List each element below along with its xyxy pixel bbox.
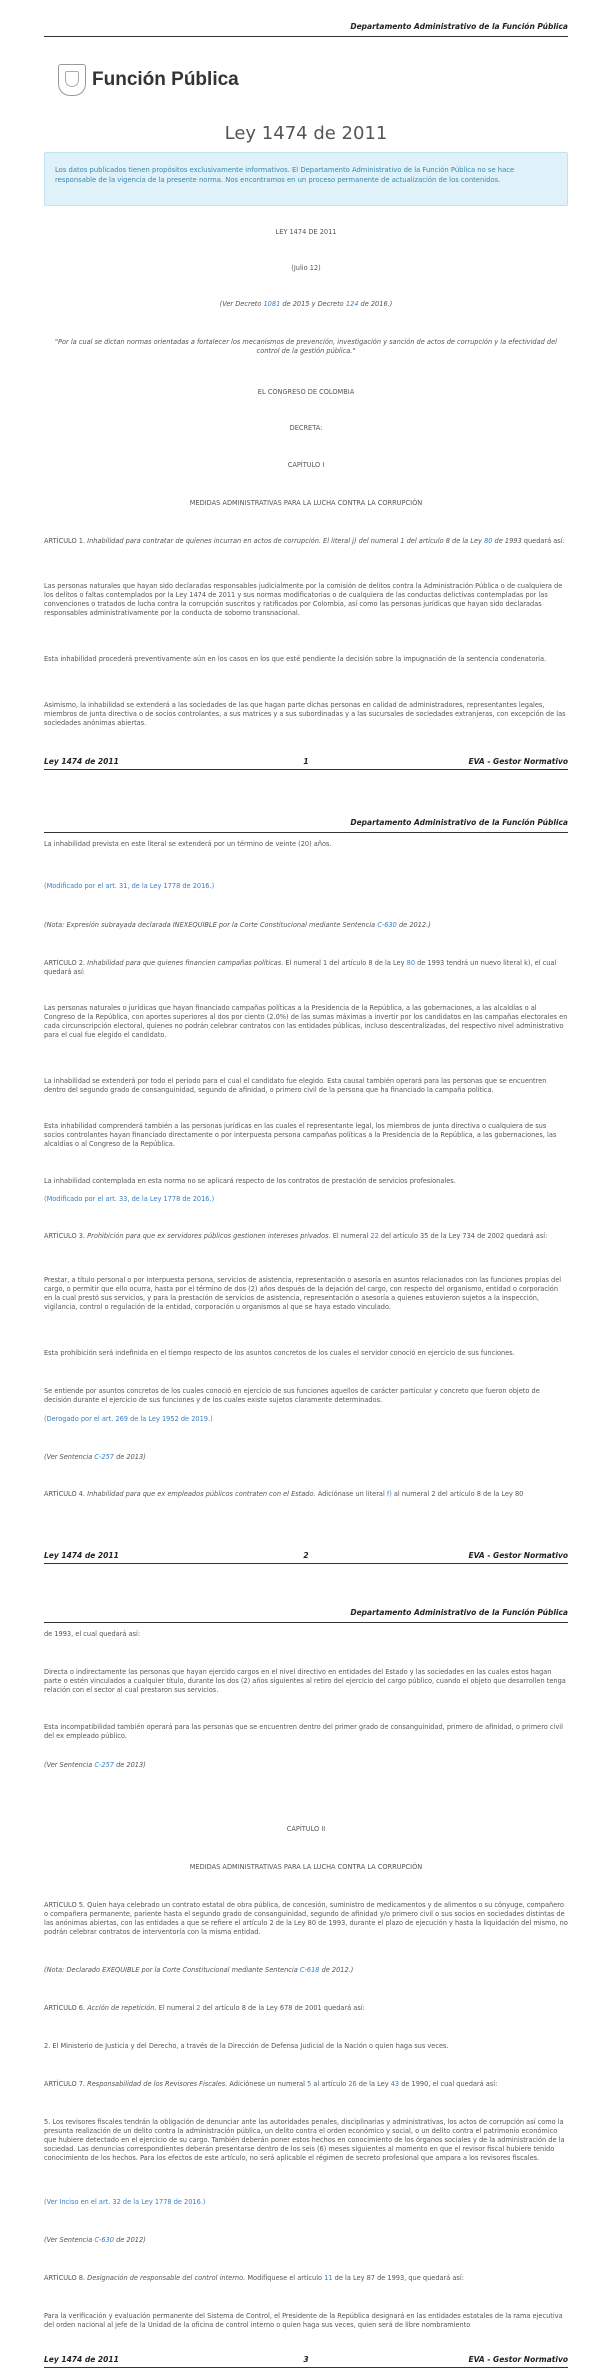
paragraph: Para la verificación y evaluación permanente del Sistema de Control, el Presidente de la República designará en las entidades estatales de la rama ejecutiva del orden nacional al jefe de la Unidad de la oficina de control interno o quien haga sus veces, quien será de libre nombramiento	[44, 2312, 563, 2329]
logo-text: Función Pública	[92, 69, 239, 90]
paragraph: ARTÍCULO 8. Designación de responsable del control interno. Modifíquese el artículo 11 de la Ley 87 de 1993, que quedará así:	[44, 2274, 464, 2282]
page-number: 1	[303, 757, 309, 766]
paragraph: "Por la cual se dictan normas orientadas a fortalecer los mecanismos de prevención, investigación y sanción de actos de corrupción y la efectividad del control de la gestión pública."	[54, 338, 557, 355]
reference-link[interactable]: 11	[324, 2274, 333, 2282]
reference-link[interactable]: C-618	[299, 1966, 320, 1974]
reference-link[interactable]: 80	[484, 537, 493, 545]
paragraph: Esta inhabilidad comprenderá también a las personas jurídicas en las cuales el representante legal, los miembros de junta directiva o cualquiera de sus socios controlantes hayan financiado directamente o por interpuesta persona campañas políticas a la Presidencia de la República, a las gobernaciones, las alcaldías o al Congreso de la República.	[44, 1122, 557, 1148]
paragraph: 2. El Ministerio de Justicia y del Derecho, a través de la Dirección de Defensa Judicial de la Nación o quien haga sus veces.	[44, 2042, 449, 2050]
paragraph: Esta prohibición será indefinida en el tiempo respecto de los asuntos concretos de los cuales el servidor conoció en ejercicio de sus funciones.	[44, 1349, 515, 1357]
reference-link[interactable]: 43	[390, 2080, 400, 2088]
paragraph: de 1993, el cual quedará así:	[44, 1630, 141, 1638]
footer-right: EVA - Gestor Normativo	[468, 757, 568, 766]
reference-link[interactable]: 2	[196, 2004, 201, 2012]
paragraph: ARTÍCULO 6. Acción de repetición. El numeral 2 del artículo 8 de la Ley 678 de 2001 quedará así:	[44, 2004, 365, 2012]
paragraph: 5. Los revisores fiscales tendrán la obligación de denunciar ante las autoridades penales, disciplinarias y administrativas, los actos de corrupción así como la presunta realización de un delito contra la administración pública, un delito contra el orden económico y social, o un delito contra el patrimonio económico que hubiere detectado en el ejercicio de su cargo. También deberán poner estos hechos en conocimiento de los órganos sociales y de la administración de la sociedad. Las denuncias correspondientes deberán presentarse dentro de los seis (6) meses siguientes al momento en que el revisor fiscal hubiere tenido conocimiento de los hechos. Para los efectos de este artículo, no será aplicable el régimen de secreto profesional que ampara a los revisores fiscales.	[44, 2118, 565, 2162]
reference-link[interactable]: 80	[406, 959, 416, 967]
paragraph: La inhabilidad se extenderá por todo el período para el cual el candidato fue elegido. Esta causal también operará para las personas que se encuentren dentro del segundo grado de consanguinidad, segundo de afinidad, o primero civil de la persona que ha financiado la campaña política.	[44, 1077, 547, 1094]
paragraph	[44, 1195, 568, 1204]
page-header: Departamento Administrativo de la Función Pública	[44, 1608, 568, 1623]
paragraph: ARTÍCULO 5. Quien haya celebrado un contrato estatal de obra pública, de concesión, suministro de medicamentos y de alimentos o su cónyuge, compañero o compañera permanente, pariente hasta el segundo grado de consanguinidad, segundo de afinidad y/o primero civil o sus socios en sociedades distintas de las anónimas abiertas, con las entidades a que se refiere el artículo 2 de la Ley 80 de 1993, durante el plazo de ejecución y hasta la liquidación del mismo, no podrán celebrar contratos de interventoría con la misma entidad.	[44, 1901, 568, 1936]
paragraph: (Ver Sentencia C-630 de 2012)	[44, 2236, 146, 2244]
page-header: Departamento Administrativo de la Función Pública	[44, 818, 568, 833]
paragraph: ARTÍCULO 3. Prohibición para que ex servidores públicos gestionen intereses privados. El numeral 22 del artículo 35 de la Ley 734 de 2002 quedará así:	[44, 1232, 548, 1240]
footer-right: EVA - Gestor Normativo	[468, 1551, 568, 1560]
reference-link[interactable]: (Modificado por el art. 33, de la Ley 1778 de 2016.)	[44, 1195, 215, 1203]
page-title: Ley 1474 de 2011	[224, 123, 388, 144]
paragraph: MEDIDAS ADMINISTRATIVAS PARA LA LUCHA CONTRA LA CORRUPCIÓN	[189, 1863, 423, 1871]
page-number: 3	[303, 2355, 309, 2364]
paragraph	[44, 2198, 568, 2207]
paragraph: ARTÍCULO 4. Inhabilidad para que ex empleados públicos contraten con el Estado. Adiciónase un literal f) al numeral 2 del artículo 8 de la Ley 80	[44, 1490, 524, 1498]
paragraph: MEDIDAS ADMINISTRATIVAS PARA LA LUCHA CONTRA LA CORRUPCIÓN	[189, 499, 423, 507]
footer-left: Ley 1474 de 2011	[44, 2355, 119, 2364]
paragraph: ARTÍCULO 2. Inhabilidad para que quienes financien campañas políticas. El numeral 1 del artículo 8 de la Ley 80 de 1993 tendrá un nuevo literal k), el cual quedará así:	[44, 959, 557, 976]
paragraph: Asimismo, la inhabilidad se extenderá a las sociedades de las que hagan parte dichas personas en calidad de administradores, representantes legales, miembros de junta directiva o de socios controlantes, a sus matrices y a sus subordinadas y a las sucursales de sociedades extranjeras, con excepción de las sociedades anónimas abiertas.	[44, 701, 566, 727]
footer-left: Ley 1474 de 2011	[44, 1551, 119, 1560]
page-footer	[44, 2355, 568, 2368]
reference-link[interactable]: f)	[386, 1490, 392, 1498]
paragraph: (Ver Sentencia C-257 de 2013)	[44, 1761, 146, 1769]
paragraph: ARTÍCULO 7. Responsabilidad de los Revisores Fiscales. Adiciónese un numeral 5 al artículo 26 de la Ley 43 de 1990, el cual quedará así:	[44, 2080, 498, 2088]
footer-left: Ley 1474 de 2011	[44, 757, 119, 766]
paragraph: (Julio 12)	[291, 264, 321, 272]
reference-link[interactable]: (Ver Inciso en el art. 32 de la Ley 1778 de 2016.)	[44, 2198, 206, 2206]
page-footer	[44, 1551, 568, 1564]
paragraph	[44, 882, 568, 891]
paragraph	[44, 1415, 568, 1424]
reference-link[interactable]: (Modificado por el art. 31, de la Ley 1778 de 2016.)	[44, 882, 215, 890]
paragraph: Prestar, a título personal o por interpuesta persona, servicios de asistencia, representación o asesoría en asuntos relacionados con las funciones propias del cargo, o permitir que ello ocurra, hasta por el término de dos (2) años después de la dejación del cargo, con respecto del organismo, entidad o corporación en la cual prestó sus servicios, y para la prestación de servicios de asistencia, representación o asesoría a quienes estuvieron sujetos a la inspección, vigilancia, control o regulación de la entidad, corporación u organismos al que se haya estado vinculado.	[44, 1276, 562, 1311]
reference-link[interactable]: (Derogado por el art. 269 de la Ley 1952 de 2019.)	[44, 1415, 213, 1423]
paragraph: Las personas naturales que hayan sido declaradas responsables judicialmente por la comisión de delitos contra la Administración Pública o de cualquiera de los delitos o faltas contemplados por la Ley 1474 de 2011 y sus normas modificatorias o de cualquiera de las conductas delictivas contempladas por las convenciones o tratados de lucha contra la corrupción suscritos y ratificados por Colombia, así como las personas jurídicas que hayan sido declaradas responsables administrativamente por la conducta de soborno transnacional.	[44, 582, 563, 617]
info-notice: Los datos publicados tienen propósitos exclusivamente informativos. El Departamento Administrativo de la Función Pública no se hace responsable de la vigencia de la presente norma. Nos encontramos en un proceso permanente de actualización de los contenidos.	[44, 152, 568, 206]
paragraph: Las personas naturales o jurídicas que hayan financiado campañas políticas a la Presidencia de la República, a las gobernaciones, a las alcaldías o al Congreso de la República, con aportes superiores al dos por ciento (2.0%) de las sumas máximas a invertir por los candidatos en las campañas electorales en cada circunscripción electoral, quienes no podrán celebrar contratos con las entidades públicas, incluso descentralizadas, del respectivo nivel administrativo para el cual fue elegido el candidato.	[44, 1004, 568, 1039]
reference-link[interactable]: 26	[348, 2080, 357, 2088]
reference-link[interactable]: C-630	[94, 2236, 114, 2244]
page-footer	[44, 757, 568, 770]
paragraph: EL CONGRESO DE COLOMBIA	[257, 388, 355, 396]
reference-link[interactable]: C-257	[94, 1453, 114, 1461]
paragraph: Directa o indirectamente las personas que hayan ejercido cargos en el nivel directivo en entidades del Estado y las sociedades en las cuales estos hagan parte o estén vinculados a cualquier título, durante los dos (2) años siguientes al retiro del ejercicio del cargo público, cuando el objeto que desarrollen tenga relación con el sector al cual prestaron sus servicios.	[44, 1668, 566, 1694]
paragraph: LEY 1474 DE 2011	[275, 228, 337, 236]
paragraph: Esta inhabilidad procederá preventivamente aún en los casos en los que esté pendiente la decisión sobre la impugnación de la sentencia condenatoria.	[44, 655, 547, 663]
paragraph: Esta incompatibilidad también operará para las personas que se encuentren dentro del primer grado de consanguinidad, primero de afinidad, o primero civil del ex empleado público.	[44, 1723, 563, 1740]
paragraph: CAPÍTULO II	[286, 1825, 326, 1833]
paragraph: (Nota: Expresión subrayada declarada INEXEQUIBLE por la Corte Constitucional mediante Sentencia C-630 de 2012.)	[44, 921, 431, 929]
paragraph: (Ver Decreto 1081 de 2015 y Decreto 124 de 2016.)	[219, 300, 393, 308]
paragraph: La inhabilidad prevista en este literal se extenderá por un término de veinte (20) años.	[44, 840, 332, 848]
footer-right: EVA - Gestor Normativo	[468, 2355, 568, 2364]
paragraph: Se entiende por asuntos concretos de los cuales conoció en ejercicio de sus funciones aquellos de carácter particular y concreto que fueron objeto de decisión durante el ejercicio de sus funciones y de los cuales existe sujetos claramente determinados.	[44, 1387, 540, 1404]
paragraph: CAPÍTULO I	[287, 461, 325, 469]
reference-link[interactable]: 1081	[263, 300, 281, 308]
reference-link[interactable]: 22	[370, 1232, 379, 1240]
paragraph: (Ver Sentencia C-257 de 2013)	[44, 1453, 146, 1461]
page-header: Departamento Administrativo de la Función Pública	[44, 22, 568, 37]
funcion-publica-logo	[58, 62, 239, 98]
coat-of-arms-icon	[58, 64, 86, 96]
paragraph: DECRETA:	[289, 424, 323, 432]
paragraph: ARTÍCULO 1. Inhabilidad para contratar de quienes incurran en actos de corrupción. El literal j) del numeral 1 del artículo 8 de la Ley 80 de 1993 quedará así:	[44, 537, 565, 545]
reference-link[interactable]: 5	[307, 2080, 312, 2088]
reference-link[interactable]: 124	[345, 300, 359, 308]
page-number: 2	[303, 1551, 309, 1560]
reference-link[interactable]: C-630	[377, 921, 397, 929]
paragraph: La inhabilidad contemplada en esta norma no se aplicará respecto de los contratos de prestación de servicios profesionales.	[44, 1177, 456, 1185]
paragraph: (Nota: Declarado EXEQUIBLE por la Corte Constitucional mediante Sentencia C-618 de 2012.)	[44, 1966, 354, 1974]
reference-link[interactable]: C-257	[94, 1761, 114, 1769]
